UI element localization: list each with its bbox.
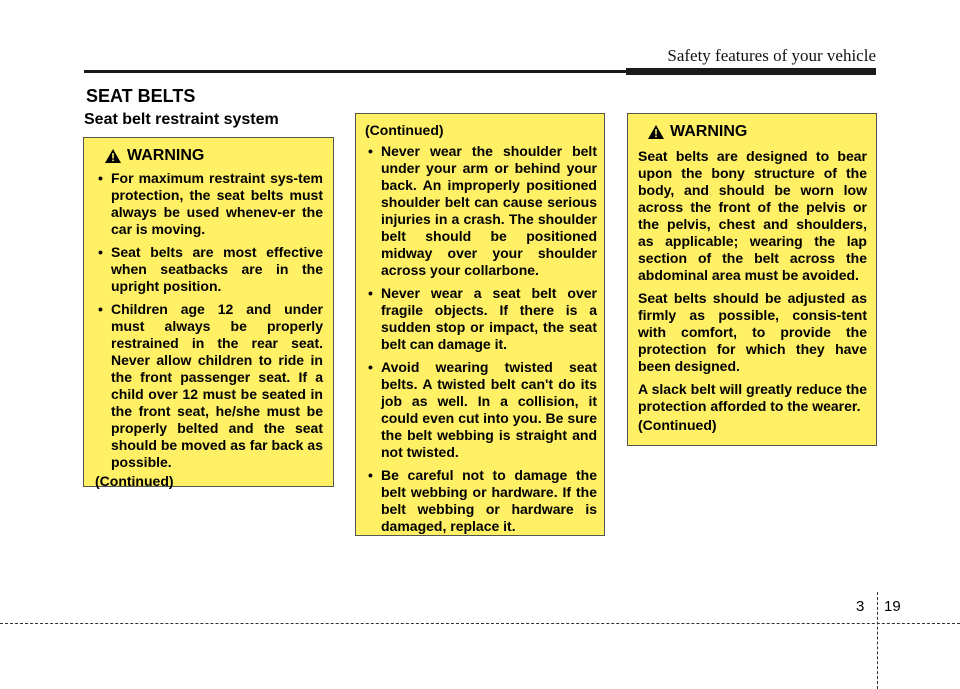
- list-item: • Seat belts are most effective when seatbacks are in the upright position.: [95, 244, 323, 295]
- subsection-title: Seat belt restraint system: [84, 111, 279, 128]
- warning-box-2: [355, 113, 605, 536]
- page-divider: [877, 592, 878, 689]
- header-title: Safety features of your vehicle: [667, 46, 876, 65]
- list-item: • Never wear the shoulder belt under your arm or behind your back. An improperly positioned shoulder belt can cause serious injuries in a crash. The shoulder belt should be positioned midway over your shoulder across your collarbone.: [365, 143, 597, 279]
- continued-label: (Continued): [365, 122, 444, 138]
- section-title: SEAT BELTS: [86, 86, 196, 106]
- warning-paragraph: A slack belt will greatly reduce the protection afforded to the wearer.: [638, 381, 867, 414]
- warning-heading: [638, 123, 867, 140]
- warning-box-1: [83, 137, 334, 487]
- list-item: • Avoid wearing twisted seat belts. A twisted belt can't do its job as well. In a collision, it could even cut into you. Be sure the belt webbing is straight and not twisted.: [365, 359, 597, 461]
- continued-label: (Continued): [638, 417, 717, 433]
- warning-paragraph: Seat belts are designed to bear upon the bony structure of the body, and should be worn low across the front of the pelvis or the pelvis, chest and shoulders, as applicable; wearing the lap section of the belt across the abdominal area must be avoided.: [638, 148, 867, 283]
- warning-triangle-icon: [105, 149, 121, 163]
- page-number: 19: [884, 598, 901, 615]
- header-rule: [84, 70, 876, 73]
- warning-heading-text: WARNING: [127, 147, 205, 164]
- warning-heading: [95, 147, 323, 164]
- chapter-number: 3: [856, 598, 865, 615]
- warning-triangle-icon: [648, 125, 664, 139]
- footer-rule: [0, 623, 960, 624]
- warning-paragraph: Seat belts should be adjusted as firmly as possible, consis-tent with comfort, to provide the protection for which they have been designed.: [638, 290, 867, 374]
- list-item: • Children age 12 and under must always be properly restrained in the rear seat. Never allow children to ride in the front passenger seat. If a child over 12 must be seated in the front seat, he/she must be properly belted and the seat should be moved as far back as possible.: [95, 301, 323, 471]
- list-item: • Never wear a seat belt over fragile objects. If there is a sudden stop or impact, the seat belt can damage it.: [365, 285, 597, 353]
- continued-label: (Continued): [95, 473, 174, 489]
- list-item: • Be careful not to damage the belt webbing or hardware. If the belt webbing or hardware is damaged, replace it.: [365, 467, 597, 535]
- warning-heading-text: WARNING: [670, 123, 748, 140]
- list-item: • For maximum restraint sys-tem protection, the seat belts must always be used whenev-er the car is moving.: [95, 170, 323, 238]
- warning-box-3: [627, 113, 877, 446]
- warning-list-2: [365, 143, 597, 535]
- warning-list-1: [95, 170, 323, 471]
